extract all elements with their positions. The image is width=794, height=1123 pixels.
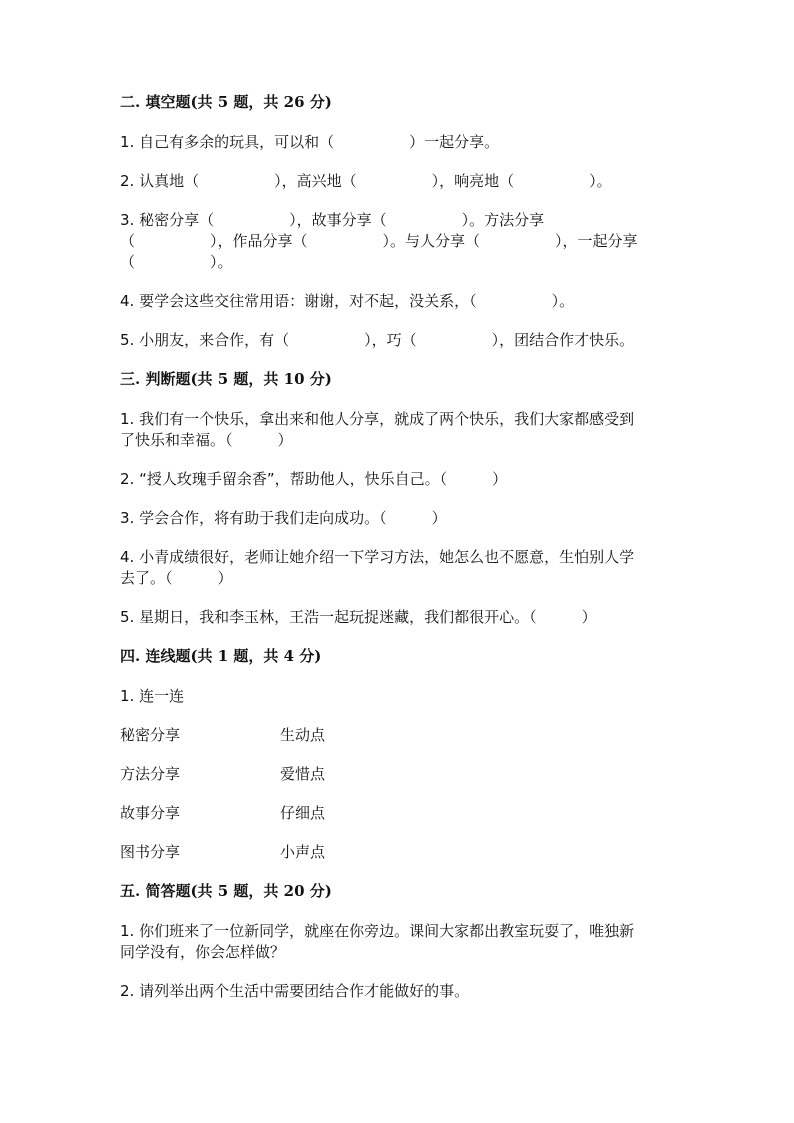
- judge-question-1: [120, 409, 680, 451]
- fill-question-3-line-1: 3. 秘密分享（ ），故事分享（ ）。方法分享: [120, 211, 545, 229]
- judge-question-3: 3. 学会合作，将有助于我们走向成功。（ ）: [120, 509, 447, 527]
- judge-question-2: 2. “授人玫瑰手留余香”，帮助他人，快乐自己。（ ）: [120, 470, 508, 488]
- fill-question-4: 4. 要学会这些交往常用语：谢谢，对不起，没关系，（ ）。: [120, 292, 575, 310]
- judge-question-1-line-1: 1. 我们有一个快乐，拿出来和他人分享，就成了两个快乐，我们大家都感受到: [120, 410, 635, 428]
- match-row: [120, 764, 680, 785]
- judge-question-4: [120, 547, 680, 589]
- fill-question-3-line-2: （ ），作品分享（ ）。与人分享（ ），一起分享: [120, 232, 638, 250]
- match-left-item: 方法分享: [120, 765, 181, 783]
- match-right-item: 仔细点: [280, 804, 326, 822]
- match-question-1: 1. 连一连: [120, 687, 185, 705]
- judge-question-4-line-1: 4. 小青成绩很好，老师让她介绍一下学习方法，她怎么也不愿意，生怕别人学: [120, 548, 635, 566]
- section-title-fill-blank: 二. 填空题(共 5 题，共 26 分): [120, 93, 332, 111]
- short-question-1-line-1: 1. 你们班来了一位新同学，就座在你旁边。课间大家都出教室玩耍了，唯独新: [120, 922, 635, 940]
- match-left-item: 图书分享: [120, 843, 181, 861]
- fill-question-3: [120, 210, 680, 273]
- match-row: [120, 803, 680, 824]
- section-title-matching: 四. 连线题(共 1 题，共 4 分): [120, 647, 322, 665]
- fill-question-1: 1. 自己有多余的玩具，可以和（ ）一起分享。: [120, 133, 500, 151]
- short-question-1: [120, 921, 680, 963]
- section-title-short-answer: 五. 简答题(共 5 题，共 20 分): [120, 882, 332, 900]
- fill-question-3-line-3: （ ）。: [120, 253, 233, 271]
- fill-question-5: 5. 小朋友，来合作，有（ ），巧（ ），团结合作才快乐。: [120, 331, 635, 349]
- match-left-item: 秘密分享: [120, 726, 181, 744]
- match-left-item: 故事分享: [120, 804, 181, 822]
- match-row: [120, 725, 680, 746]
- judge-question-5: 5. 星期日，我和李玉林，王浩一起玩捉迷藏，我们都很开心。（ ）: [120, 608, 597, 626]
- fill-question-2: 2. 认真地（ ），高兴地（ ），响亮地（ ）。: [120, 172, 612, 190]
- section-title-true-false: 三. 判断题(共 5 题，共 10 分): [120, 370, 332, 388]
- judge-question-1-line-2: 了快乐和幸福。（ ）: [120, 431, 293, 449]
- match-row: [120, 842, 680, 863]
- match-right-item: 爱惜点: [280, 765, 326, 783]
- match-right-item: 生动点: [280, 726, 326, 744]
- short-question-1-line-2: 同学没有，你会怎样做？: [120, 943, 286, 961]
- judge-question-4-line-2: 去了。（ ）: [120, 569, 233, 587]
- match-right-item: 小声点: [280, 843, 326, 861]
- document-page: [120, 92, 680, 1002]
- short-question-2: 2. 请列举出两个生活中需要团结合作才能做好的事。: [120, 982, 470, 1000]
